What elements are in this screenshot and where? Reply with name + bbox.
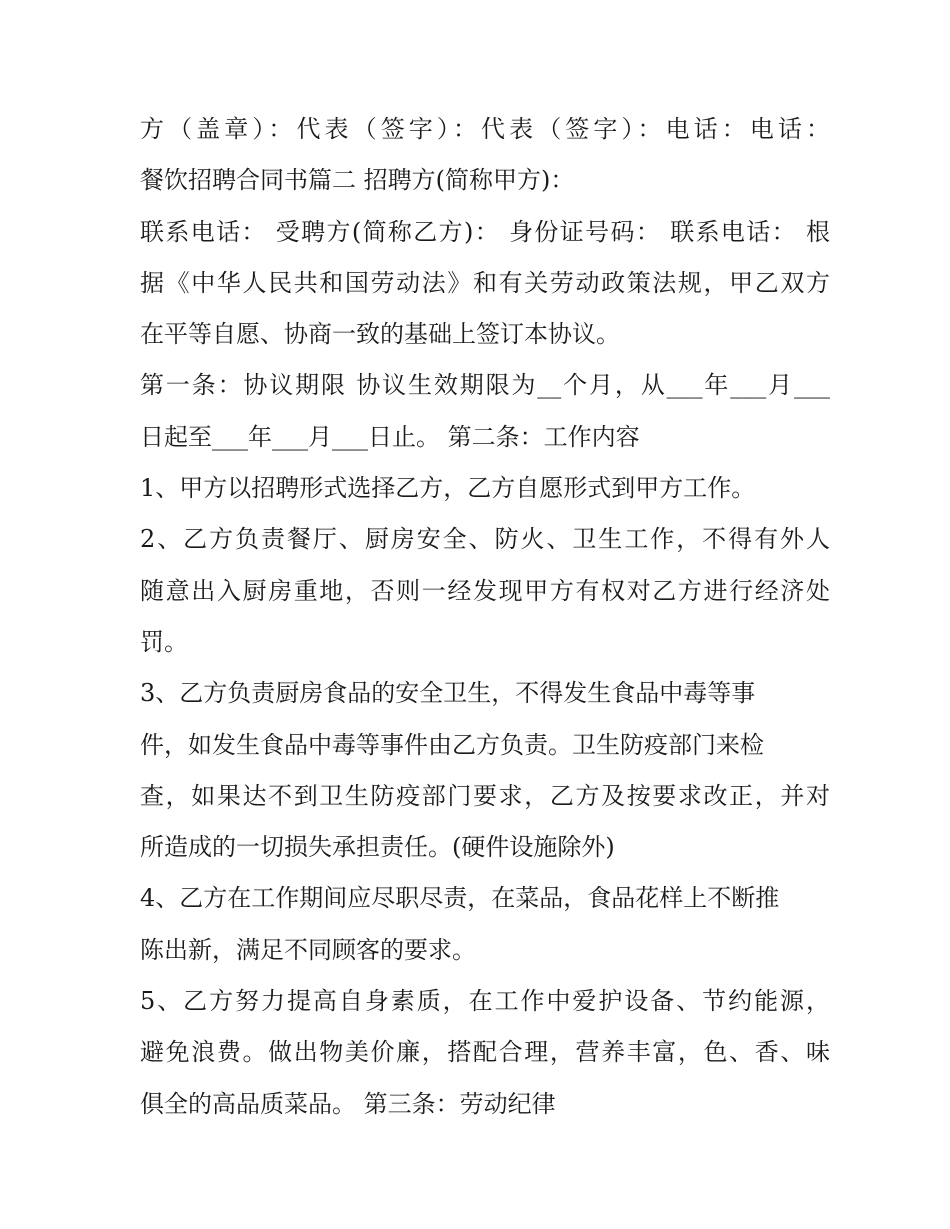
text-line: 罚。 — [140, 627, 188, 656]
text-line: 陈出新，满足不同顾客的要求。 — [140, 935, 476, 964]
text-line: 在平等自愿、协商一致的基础上签订本协议。 — [140, 320, 620, 349]
text-line: 联系电话： 受聘方(简称乙方)： 身份证号码： 联系电话： 根 — [140, 217, 830, 246]
text-line: 餐饮招聘合同书篇二 招聘方(简称甲方)： — [140, 166, 575, 195]
text-line: 5、乙方努力提高自身素质，在工作中爱护设备、节约能源， — [140, 987, 830, 1016]
text-line: 所造成的一切损失承担责任。(硬件设施除外) — [140, 833, 615, 862]
text-line: 第一条：协议期限 协议生效期限为__个月，从___年___月___ — [140, 371, 830, 400]
text-line: 避免浪费。做出物美价廉，搭配合理，营养丰富，色、香、味 — [140, 1038, 830, 1067]
text-line: 日起至___年___月___日止。 第二条：工作内容 — [140, 422, 640, 451]
text-line: 据《中华人民共和国劳动法》和有关劳动政策法规，甲乙双方 — [140, 268, 830, 297]
text-line: 件，如发生食品中毒等事件由乙方负责。卫生防疫部门来检 — [140, 730, 764, 759]
text-line: 查，如果达不到卫生防疫部门要求，乙方及按要求改正，并对 — [140, 781, 830, 810]
text-line: 俱全的高品质菜品。 第三条：劳动纪律 — [140, 1089, 556, 1118]
contract-body-text — [140, 104, 830, 1130]
text-line: 3、乙方负责厨房食品的安全卫生，不得发生食品中毒等事 — [140, 679, 756, 708]
text-line: 方（盖章）：代表（签字）：代表（签字）：电话：电话： — [140, 115, 830, 143]
text-line: 随意出入厨房重地，否则一经发现甲方有权对乙方进行经济处 — [140, 576, 830, 605]
text-line: 2、乙方负责餐厅、厨房安全、防火、卫生工作，不得有外人 — [140, 525, 830, 554]
text-line: 4、乙方在工作期间应尽职尽责，在菜品，食品花样上不断推 — [140, 884, 780, 913]
text-line: 1、甲方以招聘形式选择乙方，乙方自愿形式到甲方工作。 — [140, 474, 756, 503]
